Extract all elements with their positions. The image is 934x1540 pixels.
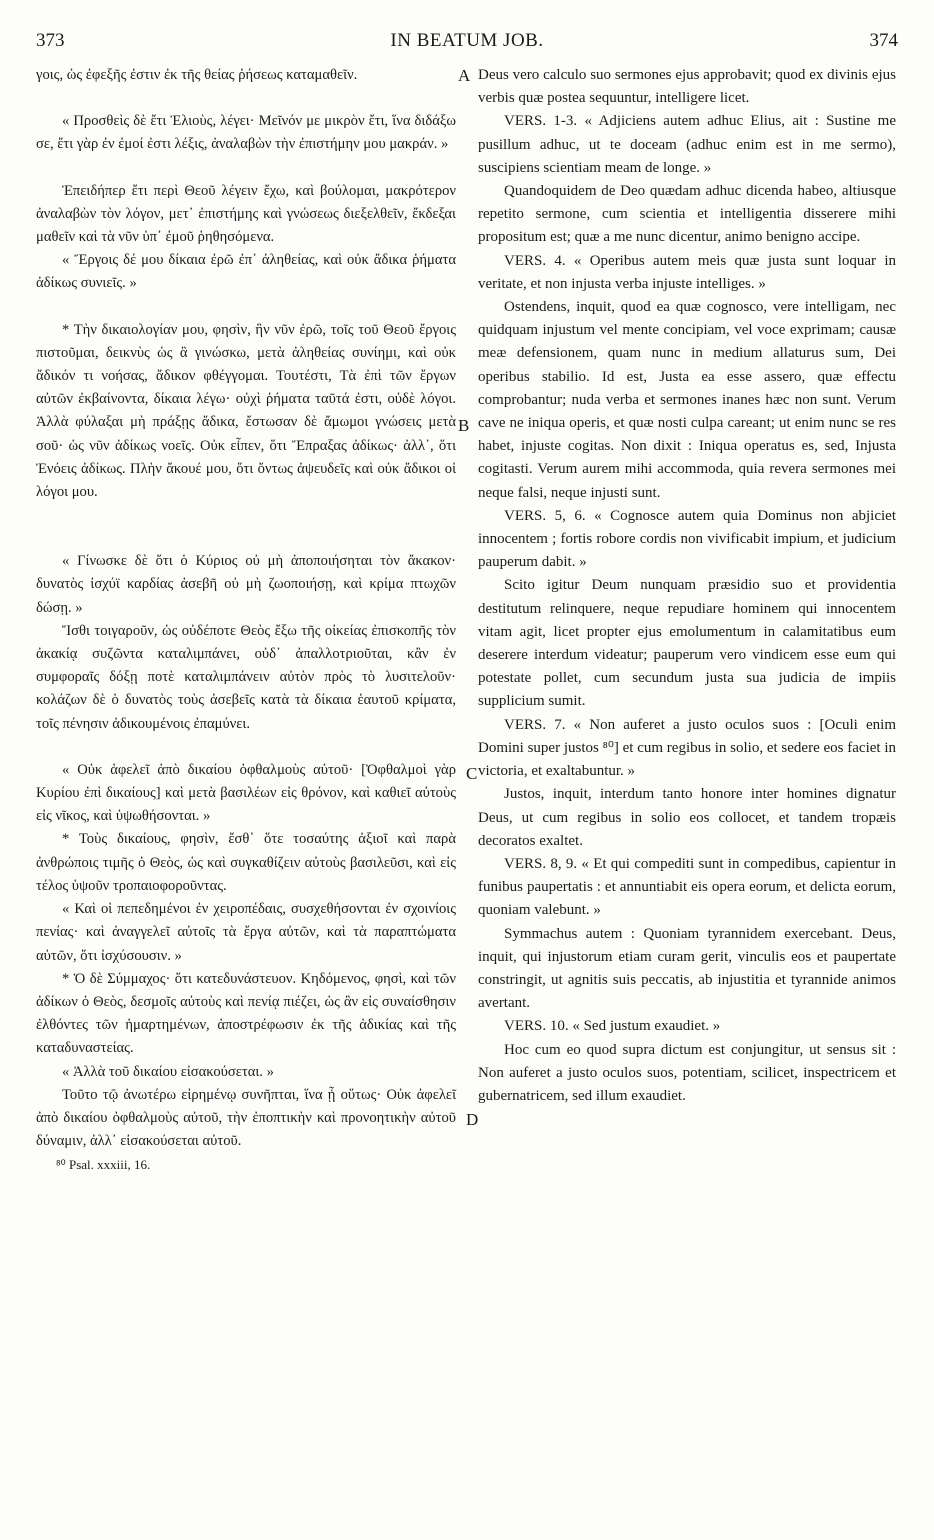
page-number-left: 373 <box>36 30 65 51</box>
section-marker-c: C <box>466 764 478 783</box>
latin-paragraph: Symmachus autem : Quoniam tyrannidem exercebant. Deus, inquit, qui injustorum etiam curam gerit, vinculis eos et paupertate constringit, ut agnitis suis peccatis, ab injustitia et tyrannide animos avertant. <box>478 925 896 1012</box>
latin-paragraph: Ostendens, inquit, quod ea quæ cognosco, vere intelligam, nec quidquam injustum vel mente concipiam, vel voce exprimam; causæ meæ defensionem, quam nunc in medium allaturus sum, Dei operibus stabilio. Id est, Justa ea esse assero, quæ effectu comprobantur; nuda verba et sermones inanes hæc non sunt. Verum cave ne iniqua operis, et quæ nosti culpa careant; ut enim nunc se res habet, injuste cogitas. Non dixit : Iniqua operatus es, sed, Injusta cogitasti. Verum aurem mihi accommoda, quia revera sermones mei neque falsi, neque injusti sunt. <box>478 299 896 501</box>
greek-verse-10: « Ἀλλὰ τοῦ δικαίου εἰσακούσεται. » <box>62 1063 274 1080</box>
latin-paragraph: Hoc cum eo quod supra dictum est conjungitur, ut sensus sit : Non auferet a justo oculos suos, potentiam, scilicet, inspectricem et gubernatricem, sed illum exaudiet. <box>478 1041 896 1104</box>
page-number-right: 374 <box>869 30 898 51</box>
latin-verse-1-3: VERS. 1-3. « Adjiciens autem adhuc Elius, ait : Sustine me pusillum adhuc, ut te doceam (adhuc enim est in me sermo), suscipiens scientiam meam de longe. » <box>478 113 896 176</box>
greek-paragraph: Ἴσθι τοιγαροῦν, ὡς οὐδέποτε Θεὸς ἔξω τῆς οἰκείας ἐπισκοπῆς τὸν ἀκακίᾳ συζῶντα καταλιμπάνει, οὐδ᾽ ἀπαλλοτριοῦται, κἂν ἐν συμφοραῖς δόξῃ ποτὲ καταλιμπάνειν αὐτὸν πρὸς τὸ λυσιτελοῦν· κολάζων δὲ ὁ δυνατὸς τοὺς ἀσεβεῖς κατὰ τὰ δίκαια ἑαυτοῦ κρίματα, τοῖς πένησιν ἀδικουμένοις ἐπαμύνει. <box>36 622 456 732</box>
latin-verse-7: VERS. 7. « Non auferet a justo oculos suos : [Oculi enim Domini super justos ⁸⁰] et cum regibus in solio, et sedere eos faciet in victoria, et exaltabuntur. » <box>478 716 896 780</box>
latin-verse-10: VERS. 10. « Sed justum exaudiet. » <box>504 1018 721 1035</box>
page-header <box>0 30 934 60</box>
greek-paragraph: * Τοὺς δικαίους, φησὶν, ἔσθ᾽ ὅτε τοσαύτης ἀξιοῖ καὶ παρὰ ἀνθρώποις τιμῆς ὁ Θεὸς, ὡς καὶ συγκαθίζειν αὐτοὺς βασιλεῦσι, καὶ εἰς τέλος ὑψοῦν τροπαιοφοροῦντας. <box>36 831 456 894</box>
latin-paragraph: Quandoquidem de Deo quædam adhuc dicenda habeo, altiusque repetito sermone, cum scientia et intelligentia disserere mihi propositum est; quæ a me nunc dicentur, animo benigno accipe. <box>478 183 896 246</box>
latin-verse-8-9: VERS. 8, 9. « Et qui compediti sunt in compedibus, capientur in funibus paupertatis : et annuntiabit eis opera eorum, et delicta eorum, quoniam valebunt. » <box>478 855 896 919</box>
greek-paragraph: γοις, ὡς ἐφεξῆς ἐστιν ἐκ τῆς θείας ῥήσεως καταμαθεῖν. <box>36 67 358 83</box>
latin-paragraph: Deus vero calculo suo sermones ejus approbavit; quod ex divinis ejus verbis quæ postea sequuntur, intelligere licet. <box>478 67 896 107</box>
greek-verse-5-6: « Γίνωσκε δὲ ὅτι ὁ Κύριος οὐ μὴ ἀποποιήσηται τὸν ἄκακον· δυνατὸς ἰσχύϊ καρδίας ἀσεβῆ οὐ μὴ ζωοποιήσῃ, καὶ κρίμα πτωχῶν δώσῃ. » <box>36 553 456 616</box>
latin-verse-5-6: VERS. 5, 6. « Cognosce autem quia Dominus non abjiciet innocentem ; fortis robore cordis non vivificabit impium, et judicium pauperum dabit. » <box>478 507 896 571</box>
greek-paragraph: * Τὴν δικαιολογίαν μου, φησὶν, ἣν νῦν ἐρῶ, τοῖς τοῦ Θεοῦ ἔργοις πιστοῦμαι, δεικνὺς ὡς ἃ γινώσκω, μετὰ ἀληθείας συνίημι, καὶ οὐκ ἄδικόν τι νοήσας, ἄδικον φθέγγομαι. Τουτέστι, Τὰ ἐπὶ τῶν ἔργων αὐτῶν ἐκβαίνοντα, δίκαια λέγω· οὐχὶ ῥήματα ταῦτά ἐστι, οὐδὲ λόγοι. Ἀλλὰ φύλαξαι μὴ πράξῃς ἄδικα, ἔστωσαν δὲ ἄμωμοι γνώσεις μετὰ σοῦ· ὡς νῦν ἀδίκως νοεῖς. Οὐκ εἶπεν, ὅτι Ἔπραξας ἀδίκως· ἀλλ᾽, ὅτι Ἐνόεις ἀδίκως. Πλὴν ἄκουέ μου, ὅτι ὄντως ἀψευδεῖς καὶ οὐκ ἄδικοι οἱ λόγοι μου. <box>36 321 456 501</box>
footnote: ⁸⁰ Psal. xxxiii, 16. <box>56 1157 151 1173</box>
latin-paragraph: Scito igitur Deum nunquam præsidio suo et providentia destitutum relinquere, neque repudiare hominem qui innocentem vitam agit, licet propter ejus emolumentum in calamitatibus eum deserere interdum videatur; pauperum vero vindicem esse eum qui potestate pollet, cum secundum justa sua judicia de impiis supplicium sumit. <box>478 577 896 710</box>
latin-verse-4: VERS. 4. « Operibus autem meis quæ justa sunt loquar in veritate, et non injusta verba injuste intelliges. » <box>478 252 896 292</box>
greek-verse-7: « Οὐκ ἀφελεῖ ἀπὸ δικαίου ὀφθαλμοὺς αὐτοῦ· [Ὀφθαλμοὶ γὰρ Κυρίου ἐπὶ δικαίους] καὶ μετὰ βασιλέων εἰς θρόνον, καὶ καθιεῖ αὐτοὺς εἰς νῖκος, καὶ ὑψωθήσονται. » <box>36 761 456 825</box>
greek-paragraph: * Ὁ δὲ Σύμμαχος· ὅτι κατεδυνάστευον. Κηδόμενος, φησὶ, καὶ τῶν ἀδίκων ὁ Θεὸς, δεσμοῖς αὐτοὺς καὶ πενίᾳ πιέζει, ὡς ἂν εἰς συναίσθησιν ἐλθόντες τῶν ἡμαρτημένων, ἀποστρέφωσιν ἐκ τῆς ἀδικίας καὶ τῆς καταδυναστείας. <box>36 970 456 1057</box>
greek-paragraph: Τοῦτο τῷ ἀνωτέρω εἰρημένῳ συνῆπται, ἵνα ᾖ οὕτως· Οὐκ ἀφελεῖ ἀπὸ δικαίου ὀφθαλμοὺς αὐτοῦ, τὴν ἐποπτικὴν καὶ προνοητικὴν αὐτοῦ δύναμιν, ἀλλ᾽ εἰσακούσεται αὐτοῦ. <box>36 1086 456 1150</box>
latin-column <box>478 64 896 1108</box>
greek-column <box>36 64 456 1177</box>
section-marker-d: D <box>466 1110 479 1129</box>
section-marker-b: B <box>458 416 470 435</box>
running-title: IN BEATUM JOB. <box>390 30 544 51</box>
greek-verse-1-3: « Προσθεὶς δὲ ἔτι Ἐλιοὺς, λέγει· Μεῖνόν με μικρὸν ἔτι, ἵνα διδάξω σε, ἔτι γὰρ ἐν ἐμοί ἐστι λέξις, ἀναλαβὼν τὴν ἐπιστήμην μου μακράν. » <box>36 113 456 153</box>
greek-paragraph: Ἐπειδήπερ ἔτι περὶ Θεοῦ λέγειν ἔχω, καὶ βούλομαι, μακρότερον ἀναλαβὼν τὸν λόγον, μετ᾽ ἐπιστήμης καὶ γνώσεως διεξελθεῖν, ἔκδεξαι μαθεῖν καὶ τὰ νῦν ὑπ᾽ ἐμοῦ ῥηθησόμενα. <box>36 182 456 246</box>
section-marker-a: A <box>458 66 471 85</box>
greek-verse-8-9: « Καὶ οἱ πεπεδημένοι ἐν χειροπέδαις, συσχεθήσονται ἐν σχοινίοις πενίας· καὶ ἀναγγελεῖ αὐτοῖς τὰ ἔργα αὐτῶν, καὶ τὰ παραπτώματα αὐτῶν, ὅτι ἰσχύσουσιν. » <box>36 901 456 964</box>
greek-verse-4: « Ἔργοις δέ μου δίκαια ἐρῶ ἐπ᾽ ἀληθείας, καὶ οὐκ ἄδικα ῥήματα ἀδίκως συνιεῖς. » <box>36 252 456 292</box>
latin-paragraph: Justos, inquit, interdum tanto honore inter homines dignatur Deus, ut cum regibus in solio eos collocet, et tandem tropæis decoratos exaltet. <box>478 786 896 849</box>
